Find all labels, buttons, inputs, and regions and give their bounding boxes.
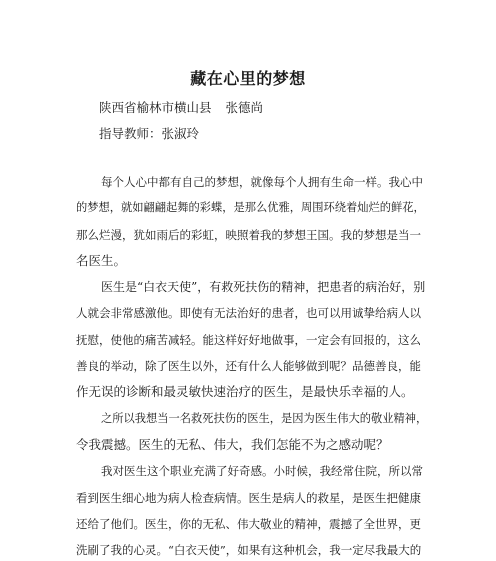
page-title: 藏在心里的梦想 [190, 69, 306, 88]
text-line: 每个人心中都有自己的梦想，就像每个人拥有生命一样。我心中 [101, 175, 423, 189]
paragraph [76, 406, 428, 459]
text-line: 洗刷了我的心灵。“白衣天使”，如果有这种机会，我一定尽我最大的 [76, 543, 422, 558]
text-line: 的梦想，就如翩翩起舞的彩蝶，是那么优雅，周围环绕着灿烂的鲜花， [76, 201, 425, 215]
text-line: 医生是“白衣天使”，有救死扶伤的精神，把患者的病治好，别 [101, 280, 426, 295]
teacher-line: 指导教师：张淑玲 [99, 126, 200, 141]
text-line: 抚慰，使他的痛苦减轻。能这样好好地做事，一定会有回报的，这么 [76, 332, 421, 347]
author-location: 陕西省榆林市横山县 [99, 100, 212, 115]
paragraph [76, 458, 428, 561]
paragraph [76, 169, 428, 274]
text-line: 我对医生这个职业充满了好奇感。小时候，我经常住院，所以常 [101, 464, 423, 479]
text-line: 之所以我想当一名救死扶伤的医生，是因为医生伟大的敬业精神， [101, 411, 428, 425]
text-line: 还给了他们。医生，你的无私、伟大敬业的精神，震撼了全世界，更 [76, 516, 421, 531]
author-line [99, 98, 263, 116]
text-line: 看到医生细心地为病人检查病情。医生是病人的救星，是医生把健康 [76, 490, 421, 505]
article-body [76, 169, 428, 561]
paragraph [76, 274, 428, 405]
text-line: 善良的举动，除了医生以外，还有什么人能够做到呢？品德善良，能 [76, 359, 421, 374]
text-line: 作无误的诊断和最灵敏快速治疗的医生，是最快乐幸福的人。 [76, 384, 414, 400]
text-line: 那么烂漫，犹如雨后的彩虹，映照着我的梦想王国。我的梦想是当一 [76, 227, 421, 242]
text-line: 人就会非常感激他。即使有无法治好的患者，也可以用诚挚给病人以 [76, 306, 421, 321]
text-line: 名医生。 [76, 252, 127, 268]
text-line: 令我震撼。医生的无私、伟大，我们怎能不为之感动呢？ [76, 436, 389, 452]
author-name: 张德尚 [225, 100, 264, 115]
